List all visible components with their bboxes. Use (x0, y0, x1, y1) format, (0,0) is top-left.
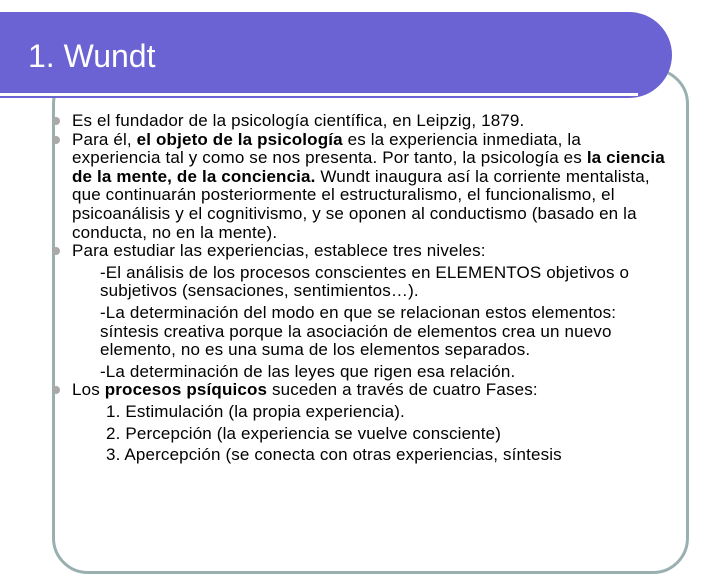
slide-title: 1. Wundt (28, 38, 156, 74)
item-text-mid: es la experiencia inmediata, la experiencia tal y como se nos presenta. Por tanto, la psicología es (72, 129, 587, 168)
item-text-pre: Los (72, 380, 105, 400)
item-text: Es el fundador de la psicología científica, en Leipzig, 1879. (72, 111, 525, 130)
sub-item: -La determinación del modo en que se relacionan estos elementos: síntesis creativa porque la asociación de elementos crea un nuevo elemento, no es una suma de los elementos separados. (100, 302, 617, 360)
bullet-icon (52, 247, 60, 255)
sub-item: -El análisis de los procesos conscientes en ELEMENTOS objetivos o subjetivos (sensaciones, sentimientos…). (100, 262, 630, 301)
bullet-icon (52, 386, 60, 394)
list-item (52, 242, 672, 381)
sub-item: 3. Apercepción (se conecta con otras experiencias, síntesis (106, 445, 562, 465)
title-underline (0, 93, 638, 96)
item-text-post: suceden a través de cuatro Fases: (267, 380, 538, 400)
bullet-icon (52, 136, 60, 144)
list-item (52, 112, 672, 131)
list-item (52, 381, 672, 464)
item-text-bold: el objeto de la psicología (136, 129, 343, 149)
item-text-bold: la ciencia de la mente, de la conciencia. (72, 148, 665, 186)
item-text-pre: Para él, (72, 129, 137, 149)
item-text-post: Wundt inaugura así la corriente mentalista, que continuarán posteriormente el estructuralismo, el funcionalismo, el psicoanálisis y el cognitivismo, y se oponen al conductismo (basado en la conducta, no en la mente). (72, 166, 650, 242)
item-text: Para estudiar las experiencias, establece tres niveles: (72, 241, 486, 261)
bullet-list (52, 112, 672, 465)
list-item (52, 131, 672, 243)
sub-item: 2. Percepción (la experiencia se vuelve consciente) (106, 423, 502, 443)
bullet-icon (52, 117, 60, 125)
sub-item: 1. Estimulación (la propia experiencia). (106, 401, 405, 421)
item-text-bold: procesos psíquicos (104, 380, 268, 400)
sub-item: -La determinación de las leyes que rigen esa relación. (100, 361, 516, 381)
